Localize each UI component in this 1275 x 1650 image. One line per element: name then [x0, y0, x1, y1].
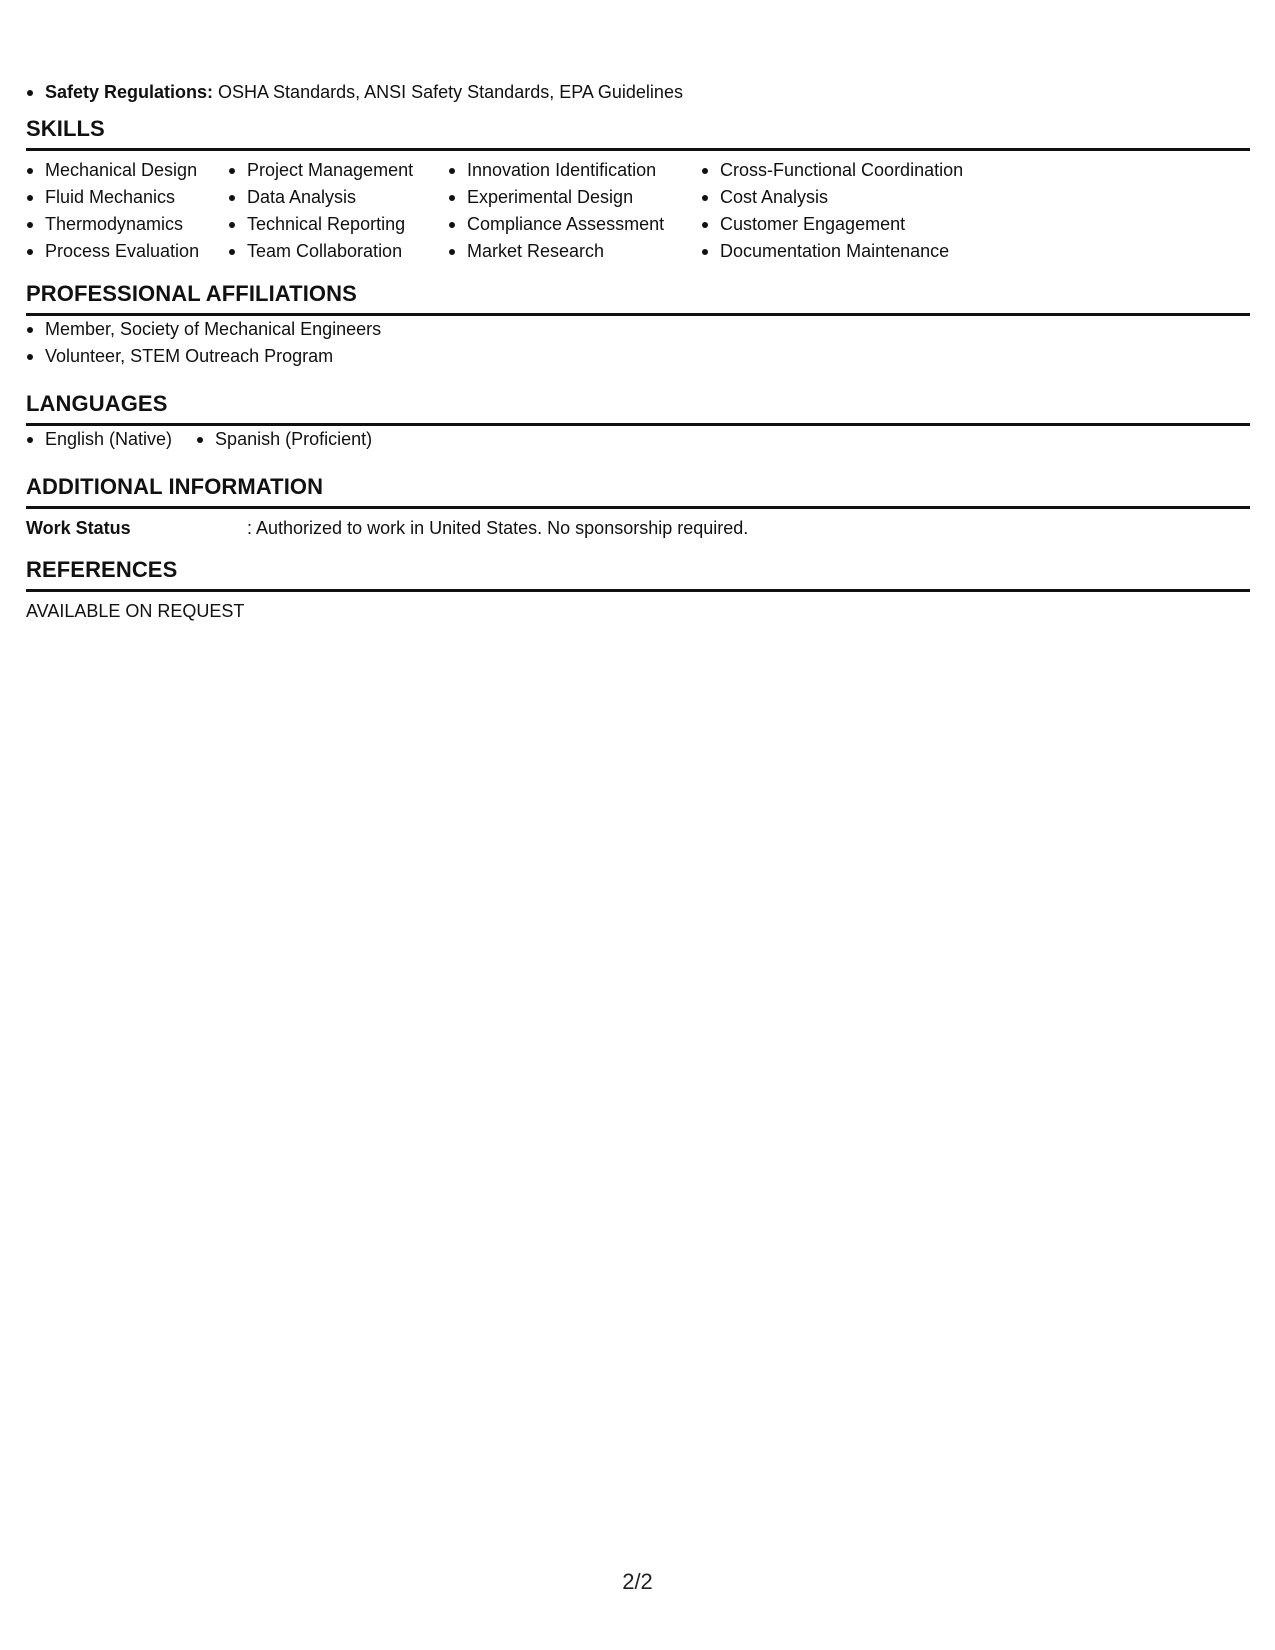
languages-heading: LANGUAGES [26, 390, 1250, 426]
references-section [26, 556, 1250, 625]
skill-item: Market Research [448, 238, 701, 265]
skills-column-3 [448, 157, 701, 265]
skill-item: Mechanical Design [26, 157, 228, 184]
skills-section [26, 115, 1250, 265]
skill-item: Cost Analysis [701, 184, 1001, 211]
additional-information-heading: ADDITIONAL INFORMATION [26, 473, 1250, 509]
affiliations-list [26, 316, 1250, 370]
work-status-value: : Authorized to work in United States. No sponsorship required. [247, 518, 749, 538]
language-item: Spanish (Proficient) [196, 426, 372, 453]
languages-section [26, 390, 1250, 453]
language-item: English (Native) [26, 426, 172, 453]
skill-item: Cross-Functional Coordination [701, 157, 1001, 184]
skills-heading: SKILLS [26, 115, 1250, 151]
references-heading: REFERENCES [26, 556, 1250, 592]
skill-item: Fluid Mechanics [26, 184, 228, 211]
affiliation-item: Volunteer, STEM Outreach Program [26, 343, 1250, 370]
skill-item: Technical Reporting [228, 211, 448, 238]
additional-information-section [26, 473, 1250, 542]
page-number: 2/2 [622, 1569, 653, 1594]
languages-list [26, 426, 1250, 453]
skills-column-2 [228, 157, 448, 265]
skill-item: Project Management [228, 157, 448, 184]
skill-item: Documentation Maintenance [701, 238, 1001, 265]
skill-item: Thermodynamics [26, 211, 228, 238]
safety-regulations-label: Safety Regulations: [45, 82, 214, 102]
skill-item: Experimental Design [448, 184, 701, 211]
list-item [26, 79, 683, 106]
skill-item: Data Analysis [228, 184, 448, 211]
affiliations-heading: PROFESSIONAL AFFILIATIONS [26, 280, 1250, 316]
skill-item: Process Evaluation [26, 238, 228, 265]
safety-regulations-list [26, 79, 683, 106]
affiliation-item: Member, Society of Mechanical Engineers [26, 316, 1250, 343]
skill-item: Innovation Identification [448, 157, 701, 184]
work-status-label: Work Status [26, 518, 131, 538]
skill-item: Team Collaboration [228, 238, 448, 265]
skills-column-1 [26, 157, 228, 265]
skill-item: Customer Engagement [701, 211, 1001, 238]
skills-grid [26, 157, 1250, 265]
safety-regulations-value: OSHA Standards, ANSI Safety Standards, EPA Guidelines [213, 82, 683, 102]
affiliations-section [26, 280, 1250, 370]
skills-column-4 [701, 157, 1001, 265]
references-text: AVAILABLE ON REQUEST [26, 601, 245, 621]
work-status-row [26, 515, 1250, 542]
skill-item: Compliance Assessment [448, 211, 701, 238]
